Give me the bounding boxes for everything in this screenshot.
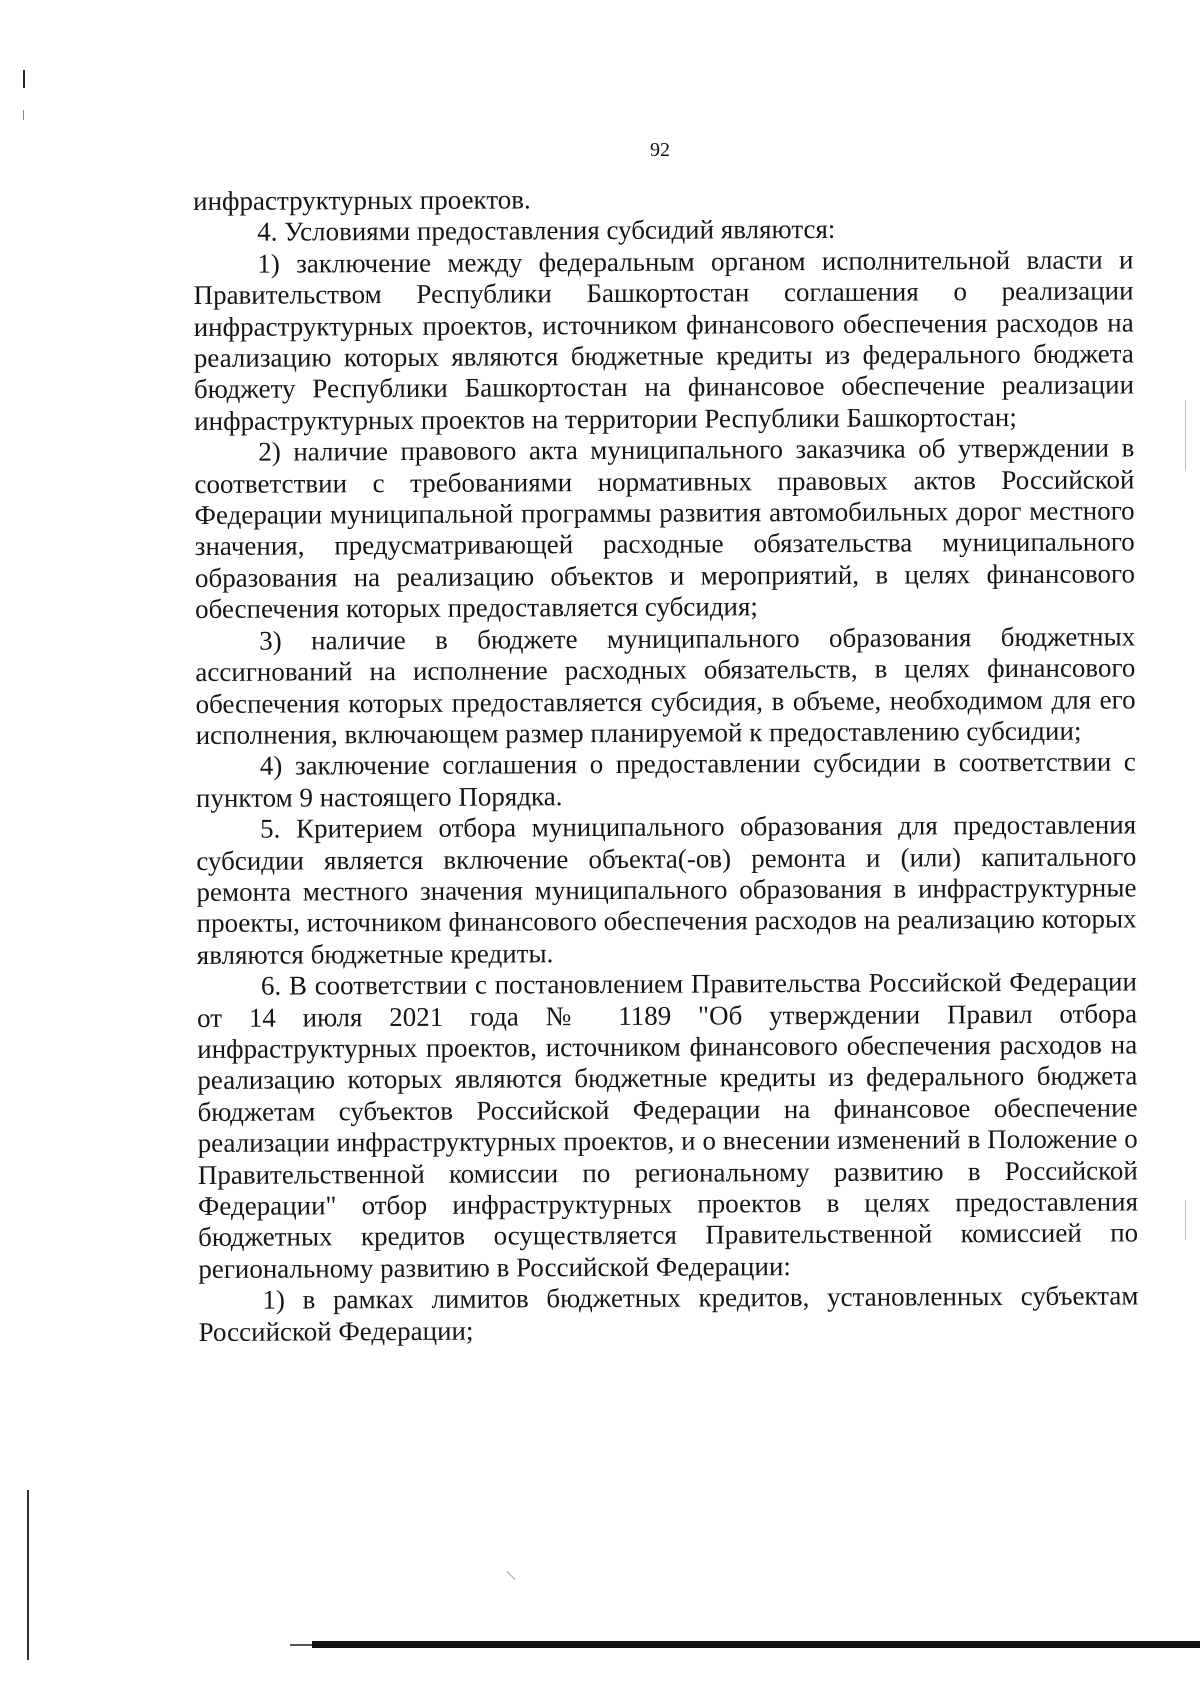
paragraph-subitem-4-1: 1) заключение между федеральным органом исполнительной власти и Правительством Республики Башкортостан соглашения о реализации инфраструктурных проектов, источником финансового обеспечения расходов на реализацию которых являются бюджетные кредиты из федерального бюджета бюджету Республики Башкортостан на финансовое обеспечение реализации инфраструктурных проектов на территории Республики Башкортостан; (193, 244, 1135, 436)
paragraph-continuation: инфраструктурных проектов. (193, 184, 531, 216)
paragraph-subitem-4-2: 2) наличие правового акта муниципального заказчика об утверждении в соответствии с требованиями нормативных правовых актов Российской Федерации муниципальной программы развития автомобильных дорог местного значения, предусматривающей расходные обязательства муниципального образования на реализацию объектов и мероприятий, в целях финансового обеспечения которых предоставляется субсидия; (194, 432, 1135, 625)
scan-mark-bottom-thin (290, 1644, 312, 1646)
paragraph-subitem-4-3: 3) наличие в бюджете муниципального образования бюджетных ассигнований на исполнение расходных обязательств, в целях финансового обеспечения которых предоставляется субсидия, в объеме, необходимом для его исполнения, включающем размер планируемой к предоставлению субсидии; (195, 621, 1136, 750)
scan-mark-right-upper (1185, 400, 1186, 470)
scan-mark-right-lower (1185, 1200, 1186, 1240)
paragraph-subitem-4-4: 4) заключение соглашения о предоставлении субсидии в соответствии с пунктом 9 настоящего Порядка. (195, 746, 1136, 813)
scan-mark-left-top-small (23, 110, 24, 120)
scan-mark-left-top (23, 70, 25, 88)
paragraph-subitem-6-1: 1) в рамках лимитов бюджетных кредитов, установленных субъектам Российской Федерации; (198, 1280, 1139, 1347)
scan-speck (506, 1571, 515, 1580)
paragraph-item-4: 4. Условиями предоставления субсидий являются: (257, 214, 836, 248)
scan-mark-left-bottom (27, 1490, 29, 1660)
paragraph-item-6: 6. В соответствии с постановлением Правительства Российской Федерации от 14 июля 2021 года № 1189 "Об утверждении Правил отбора инфраструктурных проектов, источником финансового обеспечения расходов на реализацию которых являются бюджетные кредиты из федерального бюджета бюджетам субъектов Российской Федерации на финансовое обеспечение реализации инфраструктурных проектов, и о внесении изменений в Положение о Правительственной комиссии по региональному развитию в Российской Федерации" отбор инфраструктурных проектов в целях предоставления бюджетных кредитов осуществляется Правительственной комиссией по региональному развитию в Российской Федерации: (196, 966, 1139, 1284)
paragraph-item-5: 5. Критерием отбора муниципального образования для предоставления субсидии является включение объекта(-ов) ремонта и (или) капитального ремонта местного значения муниципального образования в инфраструктурные проекты, источником финансового обеспечения расходов на реализацию которых являются бюджетные кредиты. (196, 809, 1137, 970)
scan-mark-bottom-bar (312, 1641, 1200, 1648)
document-body (193, 181, 1139, 1348)
page-number: 92 (650, 139, 670, 161)
